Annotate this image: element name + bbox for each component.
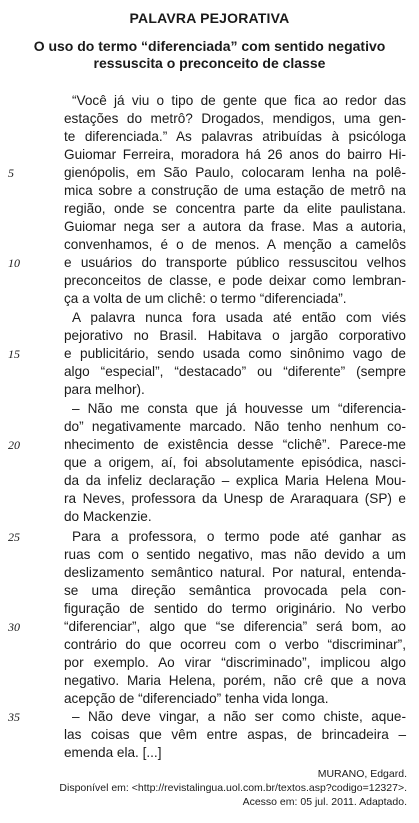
text-line: las coisas que vêm entre aspas, de brincadeira – (64, 727, 406, 742)
text-line: pejorativo no Brasil. Habitava o jargão corporativo (64, 328, 406, 343)
text-line: ra Neves, professora da Unesp de Araraquara (SP) e (64, 491, 406, 506)
text-line: contrário do que ocorreu com o verbo “discriminar”, (64, 637, 406, 652)
source-author: MURANO, Edgard. (317, 768, 407, 780)
text-line: da da infeliz declaração – explica Maria Helena Mou- (64, 473, 406, 488)
text-line: e usuários do transporte público ressuscitou velhos (64, 255, 406, 270)
text-line: mica sobre a construção de uma estação de metrô na (64, 183, 406, 198)
text-line: se uma direção semântica provocada pela con- (64, 583, 406, 598)
text-line: acepção de “diferenciado” tenha vida longa. (64, 691, 329, 706)
text-line: – Não me consta que já houvesse um “diferencia- (72, 401, 406, 416)
text-line: para melhor). (64, 382, 145, 397)
line-number: 5 (8, 166, 14, 180)
text-line: convenhamos, é o de menos. A menção a camelôs (64, 237, 406, 252)
text-line: do” negativamente marcado. Não tenho nenhum co- (64, 419, 406, 434)
text-line: região, onde se concentra parte da elite paulistana. (64, 201, 406, 216)
text-line: ça a volta de um clichê: o termo “diferenciada”. (64, 291, 347, 306)
text-line: preconceitos de classe, e pode deixar como lembran- (64, 273, 406, 288)
line-number: 20 (8, 438, 20, 452)
text-line: “Você já viu o tipo de gente que fica ao redor das (72, 93, 406, 108)
text-line: gienópolis, em São Paulo, colocaram lenha na polê- (64, 165, 406, 180)
source-access-date: Acesso em: 05 jul. 2011. Adaptado. (242, 796, 407, 808)
line-number: 15 (8, 347, 20, 361)
text-line: estações do metrô? Drogados, mendigos, uma gen- (64, 111, 406, 126)
text-line: “diferenciar”, algo que “se diferencia” será bom, ao (64, 619, 406, 634)
text-line: e publicitário, sendo usada como sinônimo vago de (64, 346, 406, 361)
text-line: – Não deve vingar, a não ser como chiste, aque- (72, 709, 406, 724)
line-number: 10 (8, 256, 20, 270)
headline-line: O uso do termo “diferenciada” com sentido negativo (33, 38, 386, 54)
text-line: Guiomar Ferreira, moradora há 26 anos do bairro Hi- (64, 147, 406, 162)
text-line: deslizamento semântico natural. Por natural, entenda- (64, 565, 406, 580)
text-line: ruas com o sentido negativo, mas não devido a um (64, 547, 406, 562)
text-line: por exemplo. Ao virar “discriminado”, implicou algo (64, 655, 406, 670)
line-number: 30 (8, 620, 20, 634)
text-line: Guiomar nega ser a autora da frase. Mas a autoria, (64, 219, 406, 234)
text-line: que a origem, aí, foi absolutamente episódica, nasci- (64, 455, 406, 470)
text-line: algo “especial”, “destacado” ou “diferente” (sempre (64, 364, 406, 379)
headline-line: ressuscita o preconceito de classe (93, 55, 326, 71)
text-line: A palavra nunca fora usada até então com viés (72, 310, 406, 325)
text-line: Para a professora, o termo pode até ganhar as (72, 529, 406, 544)
text-line: nhecimento de existência desse “clichê”. Parece-me (64, 437, 406, 452)
text-line: te diferenciada.” As palavras atribuídas à psicóloga (64, 129, 406, 144)
section-title: PALAVRA PEJORATIVA (129, 10, 290, 26)
text-line: figuração de sentido do termo originário. No verbo (64, 601, 406, 616)
text-line: do Mackenzie. (64, 509, 152, 524)
text-line: emenda ela. [...] (64, 745, 162, 760)
line-number: 25 (8, 530, 20, 544)
source-url: Disponível em: <http://revistalingua.uol.com.br/textos.asp?codigo=12327>. (59, 782, 407, 794)
text-line: negativo. Maria Helena, porém, não crê que a nova (64, 673, 406, 688)
line-number: 35 (8, 710, 20, 724)
headline (10, 38, 409, 72)
